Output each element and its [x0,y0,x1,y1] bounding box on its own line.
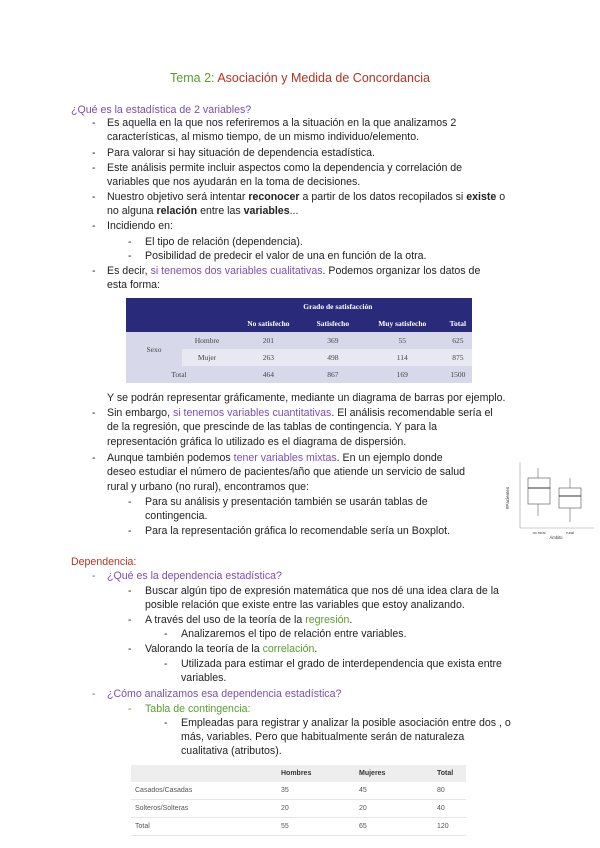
table-cell: 201 [232,332,305,349]
bullet-dash: - [164,658,168,670]
table-cell: 1500 [444,366,472,383]
boxplot-ylabel: #Pacientes [505,486,510,510]
bullet-dash: - [128,525,132,537]
sub-sub-bullet-text: Analizaremos el tipo de relación entre variables. [181,628,407,640]
subheading-que-es: ¿Qué es la dependencia estadística? [107,570,282,582]
sub-bullet-text: Valorando la teoría de la correlación. [145,643,318,655]
contingency-table-satisfaccion [126,298,472,383]
bullet-text: Aunque también podemos tener variables mixtas. En un ejemplo donde [107,452,443,464]
table-col-header [131,765,277,782]
table-cell: 114 [361,349,444,366]
boxplot-cat-label: rural [566,531,574,535]
bullet-dash: - [128,496,132,508]
table-cell: 20 [355,800,433,818]
table-row [126,332,472,349]
table-cell: Casados/Casadas [131,782,277,800]
table-header-row [131,765,466,782]
sub-bullet-text: El tipo de relación (dependencia). [145,236,303,248]
sub-bullet-text: A través del uso de la teoría de la regresión. [145,614,353,626]
sub-sub-bullet-text: cualitativa (atributos). [181,745,282,757]
bullet-dash: - [92,452,96,464]
sub-sub-bullet-text: Empleadas para registrar y analizar la posible asociación entre dos , o [181,717,511,729]
table-cell: 875 [444,349,472,366]
table-cell: 867 [305,366,361,383]
bullet-dash: - [164,628,168,640]
bullet-text: Sin embargo, si tenemos variables cuantitativas. El análisis recomendable sería el [107,407,493,419]
sub-bullet-text: Buscar algún tipo de expresión matemática que nos dé una idea clara de la [145,585,499,597]
table-col-header: Satisfecho [305,315,361,332]
bullet-text: no alguna relación entre las variables... [107,205,299,217]
bullet-text: Es decir, si tenemos dos variables cualitativas. Podemos organizar los datos de [107,265,481,277]
bullet-text: esta forma: [107,279,160,291]
bullet-dash: - [128,585,132,597]
section-heading-dependencia: Dependencia: [71,556,137,568]
sub-bullet-text: Para la representación gráfica lo recomendable sería un Boxplot. [145,525,451,537]
table-col-header: Total [433,765,466,782]
sub-bullet-text: posible relación que existe entre las variables que estoy analizando. [145,599,465,611]
bullet-text: variables que nos ayudarán en la toma de decisiones. [107,176,361,188]
table-cell: Solteros/Solteras [131,800,277,818]
table-cell: 464 [232,366,305,383]
table-cell: 20 [277,800,355,818]
bullet-dash: - [164,717,168,729]
bullet-text: representación gráfica lo utilizado es el diagrama de dispersión. [107,436,407,448]
table-cell: 40 [433,800,466,818]
boxplot-xlabel: Ámbito [549,535,563,540]
bullet-text: Este análisis permite incluir aspectos como la dependencia y correlación de [107,162,463,174]
table-col-header: No satisfecho [232,315,305,332]
sub-bullet-text: Para su análisis y presentación también se usarán tablas de [145,496,428,508]
bullet-text: Para valorar si hay situación de dependencia estadística. [107,147,375,159]
bullet-dash: - [92,407,96,419]
bullet-text: de la regresión, que prescinde de las tablas de contingencia. Y para la [107,421,438,433]
table-row-label: Hombre [182,332,232,349]
table-row [126,366,472,383]
table-col-header: Muy satisfecho [361,315,444,332]
bullet-dash: - [128,643,132,655]
bullet-dash: - [128,250,132,262]
table-row [131,782,466,800]
table-col-header: Hombres [277,765,355,782]
table-cell: 80 [433,782,466,800]
table-cell: 45 [355,782,433,800]
table-col-header: Mujeres [355,765,433,782]
table-row-group: Sexo [126,332,182,366]
boxplot-figure [504,458,596,540]
table-cell: Total [131,818,277,836]
table-cell: 169 [361,366,444,383]
table-cell: 65 [355,818,433,836]
bullet-dash: - [128,236,132,248]
table-row [131,818,466,836]
bullet-dash: - [128,703,132,715]
section-heading-estadistica: ¿Qué es la estadística de 2 variables? [71,104,252,116]
subheading-tabla: Tabla de contingencia: [145,703,251,715]
table-cell: 35 [277,782,355,800]
table-col-header: Total [444,315,472,332]
bullet-dash: - [128,614,132,626]
table-cell: 498 [305,349,361,366]
page-title: Tema 2: Asociación y Medida de Concordancia [170,71,430,85]
bullet-text: Incidiendo en: [107,220,173,232]
table-row-label: Mujer [182,349,232,366]
table-group-header: Grado de satisfacción [232,298,444,315]
bullet-text: rural y urbano (no rural), encontramos que: [107,481,309,493]
sub-sub-bullet-text: Utilizada para estimar el grado de interdependencia que exista entre [181,658,502,670]
sub-sub-bullet-text: más, variables. Pero que habitualmente serán de naturaleza [181,731,465,743]
bullet-dash: - [92,265,96,277]
bullet-dash: - [92,147,96,159]
bullet-text: características, al mismo tiempo, de un mismo individuo/elemento. [107,131,420,143]
bullet-dash: - [92,162,96,174]
table-row [131,800,466,818]
sub-bullet-text: Posibilidad de predecir el valor de una en función de la otra. [145,250,427,262]
table-cell: 120 [433,818,466,836]
sub-bullet-text: contingencia. [145,510,208,522]
bullet-dash: - [92,117,96,129]
subheading-como: ¿Cómo analizamos esa dependencia estadística? [107,688,342,700]
paragraph-text: Y se podrán representar gráficamente, mediante un diagrama de barras por ejemplo. [107,392,506,404]
bullet-dash: - [92,688,96,700]
bullet-dash: - [92,220,96,232]
bullet-text: Nuestro objetivo será intentar reconocer a partir de los datos recopilados si existe o [107,191,506,203]
table-row-label: Total [126,366,232,383]
bullet-dash: - [92,570,96,582]
bullet-text: deseo estudiar el número de pacientes/año que atiende un servicio de salud [107,466,466,478]
bullet-text: Es aquella en la que nos referiremos a la situación en la que analizamos 2 [107,117,457,129]
bullet-dash: - [92,191,96,203]
sub-sub-bullet-text: variables. [181,672,227,684]
table-cell: 55 [277,818,355,836]
table-cell: 263 [232,349,305,366]
boxplot-cat-label: no rural [532,531,546,535]
contingency-table-estado-civil [131,765,466,836]
table-cell: 625 [444,332,472,349]
table-cell: 55 [361,332,444,349]
table-cell: 369 [305,332,361,349]
